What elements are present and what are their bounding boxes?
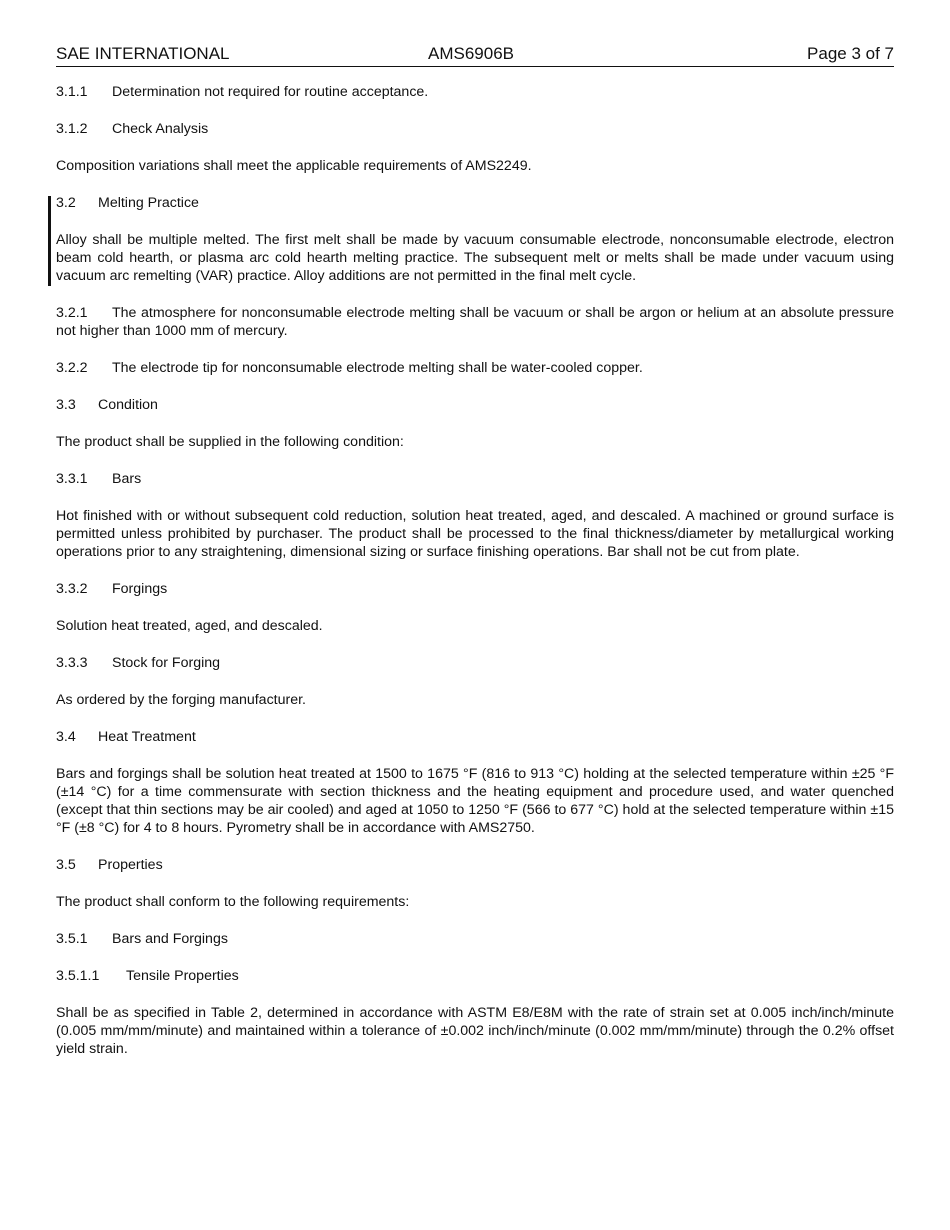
- section-number: 3.1.1: [56, 84, 88, 100]
- paragraph: Alloy shall be multiple melted. The first melt shall be made by vacuum consumable electrode, nonconsumable electrode, electron beam cold hearth, or plasma arc cold hearth melting practice. The subsequent melt or melts shall be made under vacuum using vacuum arc remelting (VAR) practice. Alloy additions are not permitted in the final melt cycle.: [56, 232, 894, 284]
- section-title: Condition: [98, 397, 158, 413]
- section-number: 3.5: [56, 857, 76, 873]
- section-3-2-1-paragraph: [56, 304, 894, 340]
- section-3-4-heading: [56, 728, 894, 746]
- section-text: The atmosphere for nonconsumable electrode melting shall be vacuum or shall be argon or helium at an absolute pressure not higher than 1000 mm of mercury.: [56, 305, 894, 339]
- section-title: The electrode tip for nonconsumable electrode melting shall be water-cooled copper.: [112, 360, 643, 376]
- paragraph: Hot finished with or without subsequent cold reduction, solution heat treated, aged, and descaled. A machined or ground surface is permitted unless prohibited by purchaser. The product shall be processed to the final thickness/diameter by metallurgical working operations prior to any straightening, dimensional sizing or surface finishing operations. Bar shall not be cut from plate.: [56, 508, 894, 560]
- section-3-1-1-heading: [56, 83, 894, 101]
- paragraph: Composition variations shall meet the applicable requirements of AMS2249.: [56, 158, 532, 174]
- section-number: 3.2.2: [56, 360, 88, 376]
- section-title: Properties: [98, 857, 163, 873]
- paragraph: The product shall conform to the following requirements:: [56, 894, 410, 910]
- header-doc-id: AMS6906B: [428, 44, 514, 63]
- section-number: 3.3.2: [56, 581, 88, 597]
- paragraph: As ordered by the forging manufacturer.: [56, 692, 306, 708]
- paragraph: Solution heat treated, aged, and descaled.: [56, 618, 323, 634]
- section-3-3-heading: [56, 396, 894, 414]
- section-title: Forgings: [112, 581, 168, 597]
- section-title: Melting Practice: [98, 195, 199, 211]
- section-title: Bars: [112, 471, 142, 487]
- document-body: [56, 83, 894, 1077]
- header-org: SAE INTERNATIONAL: [56, 44, 230, 63]
- section-number: 3.3: [56, 397, 76, 413]
- section-3-3-1-heading: [56, 470, 894, 488]
- section-number: 3.3.1: [56, 471, 88, 487]
- section-3-5-heading: [56, 856, 894, 874]
- section-number: 3.4: [56, 729, 76, 745]
- paragraph: Shall be as specified in Table 2, determined in accordance with ASTM E8/E8M with the rate of strain set at 0.005 inch/inch/minute (0.005 mm/mm/minute) and maintained within a tolerance of ±0.002 inch/inch/minute (0.002 mm/mm/minute) through the 0.2% offset yield strain.: [56, 1005, 894, 1057]
- section-title: Check Analysis: [112, 121, 209, 137]
- section-3-5-1-heading: [56, 930, 894, 948]
- section-number: 3.5.1: [56, 931, 88, 947]
- section-title: Tensile Properties: [126, 968, 239, 984]
- page-header: [56, 44, 894, 67]
- section-title: Stock for Forging: [112, 655, 221, 671]
- section-3-2-2-heading: [56, 359, 894, 377]
- section-3-2-heading: [56, 194, 894, 212]
- section-title: Heat Treatment: [98, 729, 196, 745]
- section-number: 3.3.3: [56, 655, 88, 671]
- paragraph: Bars and forgings shall be solution heat treated at 1500 to 1675 °F (816 to 913 °C) holding at the selected temperature within ±25 °F (±14 °C) for a time commensurate with section thickness and the heating equipment and procedure used, and water quenched (except that thin sections may be air cooled) and aged at 1050 to 1250 °F (566 to 677 °C) hold at the selected temperature within ±15 °F (±8 °C) for 4 to 8 hours. Pyrometry shall be in accordance with AMS2750.: [56, 766, 894, 836]
- revision-bar: [48, 196, 51, 286]
- section-number: 3.1.2: [56, 121, 88, 137]
- section-number: 3.5.1.1: [56, 968, 100, 984]
- section-title: Bars and Forgings: [112, 931, 228, 947]
- section-3-3-2-heading: [56, 580, 894, 598]
- section-3-5-1-1-heading: [56, 967, 894, 985]
- section-title: Determination not required for routine acceptance.: [112, 84, 429, 100]
- paragraph: The product shall be supplied in the following condition:: [56, 434, 404, 450]
- section-number: 3.2: [56, 195, 76, 211]
- section-number: 3.2.1: [56, 305, 88, 321]
- section-3-3-3-heading: [56, 654, 894, 672]
- section-3-1-2-heading: [56, 120, 894, 138]
- header-page-number: Page 3 of 7: [807, 44, 894, 63]
